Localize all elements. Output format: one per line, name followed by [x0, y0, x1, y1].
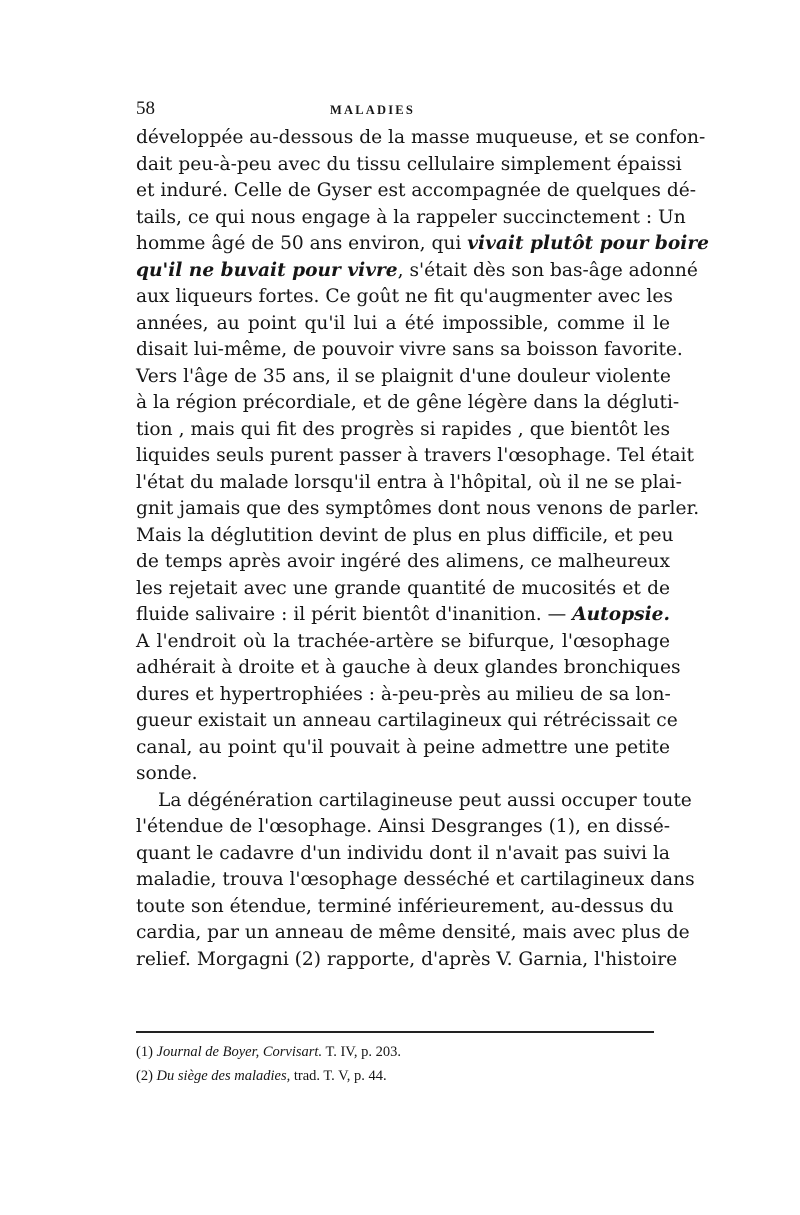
text-line: [136, 735, 670, 762]
text-line: [136, 682, 670, 709]
text-line: [136, 894, 674, 921]
text-run: relief. Morgagni (2) rapporte, d'après V. Garnia, l'histoire: [136, 948, 678, 970]
text-run: les rejetait avec une grande quantité de mucosités et de: [136, 577, 670, 599]
text-run: gnit jamais que des symptômes dont nous venons de parler.: [136, 498, 700, 519]
text-line: [136, 523, 674, 550]
text-run: l'état du malade lorsqu'il entra à l'hôpital, où il ne se plai-: [136, 471, 682, 493]
text-line: [136, 258, 698, 285]
text-run: quant le cadavre d'un individu dont il n'avait pas suivi la: [136, 842, 670, 864]
text-run: disait lui-même, de pouvoir vivre sans sa boisson favorite.: [136, 339, 683, 360]
text-run: homme âgé de 50 ans environ, qui: [136, 233, 468, 254]
text-line: [136, 417, 670, 444]
text-run: La dégénération cartilagineuse peut aussi occuper toute: [158, 789, 692, 811]
page-number: 58: [136, 98, 155, 119]
text-run: tails, ce qui nous engage à la rappeler succinctement : Un: [136, 206, 686, 228]
text-run: et induré. Celle de Gyser est accompagnée de quelques dé-: [136, 180, 697, 201]
text-line: [136, 443, 694, 470]
text-run: Mais la déglutition devint de plus en plus difficile, et peu: [136, 524, 674, 546]
footnote-marker: (1): [136, 1044, 157, 1060]
footnote: [136, 1064, 656, 1088]
text-run: canal, au point qu'il pouvait à peine admettre une petite: [136, 736, 670, 758]
text-line: [136, 152, 682, 179]
text-run: à la région précordiale, et de gêne légère dans la dégluti-: [136, 392, 680, 413]
text-run: années, au point qu'il lui a été impossible, comme il le: [136, 312, 670, 334]
text-run: liquides seuls purent passer à travers l'œsophage. Tel était: [136, 445, 694, 466]
text-run: aux liqueurs fortes. Ce goût ne fit qu'augmenter avec les: [136, 286, 673, 307]
text-line: [136, 867, 695, 894]
text-line: [136, 708, 678, 735]
text-run: gueur existait un anneau cartilagineux qui rétrécissait ce: [136, 710, 678, 731]
text-run: A l'endroit où la trachée-artère se bifurque, l'œsophage: [136, 630, 670, 652]
text-run: Vers l'âge de 35 ans, il se plaignit d'une douleur violente: [136, 365, 671, 387]
footnote-reference: T. IV, p. 203.: [322, 1044, 402, 1060]
footnote-reference: trad. T. V, p. 44.: [290, 1068, 387, 1084]
text-run: de temps après avoir ingéré des alimens, ce malheureux: [136, 551, 670, 572]
text-line: [136, 549, 670, 576]
text-line: [136, 178, 697, 205]
italic-text: qu'il ne buvait pour vivre: [136, 259, 398, 281]
text-line: [136, 602, 670, 629]
text-line: [136, 629, 670, 656]
text-line: [136, 311, 670, 338]
text-line: [136, 788, 692, 815]
text-line: [136, 364, 670, 391]
footnotes: [136, 1040, 656, 1088]
footnote-marker: (2): [136, 1068, 157, 1084]
text-line: [136, 814, 670, 841]
footnote: [136, 1040, 656, 1064]
text-line: [136, 841, 670, 868]
text-line: [136, 390, 680, 417]
text-run: toute son étendue, terminé inférieurement, au-dessus du: [136, 895, 674, 917]
footnote-rule: [136, 1031, 654, 1033]
text-run: fluide salivaire : il périt bientôt d'inanition. —: [136, 604, 573, 625]
text-line: [136, 655, 681, 682]
text-line: [136, 920, 690, 947]
body-text: [136, 125, 709, 973]
text-run: l'étendue de l'œsophage. Ainsi Desgranges (1), en dissé-: [136, 816, 670, 837]
text-line: [136, 947, 678, 974]
text-line: [136, 337, 683, 364]
text-run: sonde.: [136, 763, 198, 784]
text-run: tion , mais qui fit des progrès si rapides , que bientôt les: [136, 418, 670, 440]
text-line: [136, 496, 700, 523]
running-title: MALADIES: [330, 103, 415, 117]
text-run: cardia, par un anneau de même densité, mais avec plus de: [136, 922, 690, 943]
text-line: [136, 576, 670, 603]
text-run: adhérait à droite et à gauche à deux glandes bronchiques: [136, 657, 681, 678]
text-line: [136, 761, 670, 788]
text-line: [136, 470, 682, 497]
text-run: dait peu-à-peu avec du tissu cellulaire simplement épaissi: [136, 153, 682, 175]
text-line: [136, 284, 673, 311]
footnote-title: Journal de Boyer, Corvisart.: [156, 1044, 323, 1060]
text-line: [136, 205, 686, 232]
italic-text: Autopsie.: [572, 604, 670, 625]
text-run: développée au-dessous de la masse muqueuse, et se confon-: [136, 127, 706, 148]
footnote-title: Du siège des maladies,: [156, 1068, 291, 1084]
italic-text: vivait plutôt pour boire: [467, 233, 709, 254]
text-run: maladie, trouva l'œsophage desséché et cartilagineux dans: [136, 869, 695, 890]
text-run: , s'était dès son bas-âge adonné: [397, 259, 698, 281]
text-line: [136, 231, 709, 258]
text-line: [136, 125, 706, 152]
text-run: dures et hypertrophiées : à-peu-près au milieu de sa lon-: [136, 683, 671, 705]
